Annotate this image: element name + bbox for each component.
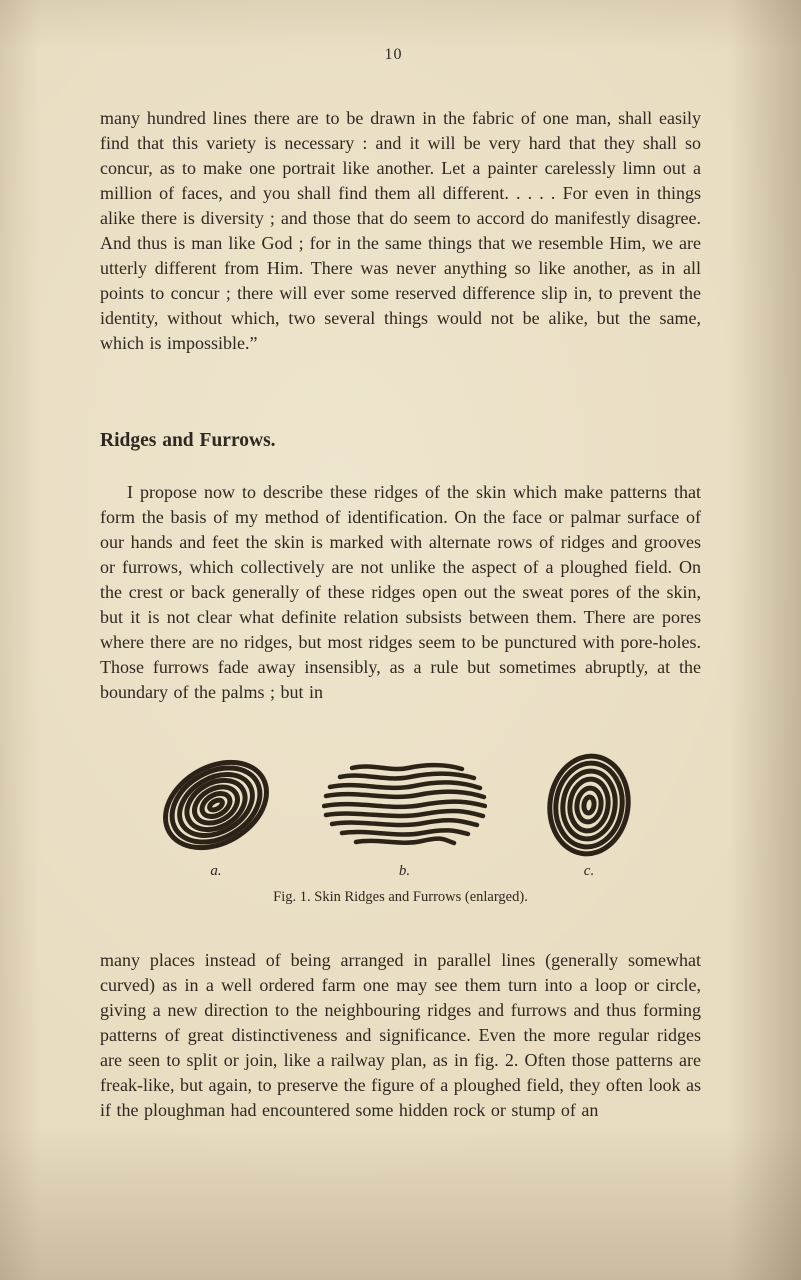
ridge-pattern-c-image bbox=[533, 751, 645, 859]
figure-image-row bbox=[100, 749, 701, 880]
figure-item-b bbox=[322, 749, 487, 880]
figure-caption: Fig. 1. Skin Ridges and Furrows (enlarged). bbox=[273, 889, 528, 905]
quote-paragraph: many hundred lines there are to be drawn in the fabric of one man, shall easily find that this variety is necessary : and it will be very hard that they shall so concur, as to make one portrait like another. Let a painter carelessly limn out a million of faces, and you shall find them all different. . . . . For even in things alike there is diversity ; and those that do seem to accord do manifestly disagree. And thus is man like God ; for in the same things that we resemble Him, we are utterly different from Him. There was never anything so like another, as in all points to concur ; there will ever some reserved difference slip in, to prevent the identity, without which, two several things would not be alike, but the same, which is impossible.” bbox=[100, 108, 701, 353]
ridge-pattern-a-image bbox=[156, 754, 276, 856]
body-paragraph-1: I propose now to describe these ridges of the skin which make patterns that form the basis of my method of identification. On the face or palmar surface of our hands and feet the skin is marked with alternate rows of ridges and grooves or furrows, which collectively are not unlike the aspect of a ploughed field. On the crest or back generally of these ridges open out the sweat pores of the skin, but it is not clear what definite relation subsists between them. There are pores where there are no ridges, but most ridges seem to be punctured with pore-holes. Those furrows fade away insensibly, as a rule but sometimes abruptly, at the boundary of the palms ; but in bbox=[100, 482, 701, 702]
figure-item-a bbox=[156, 749, 276, 880]
figure-label-a: a. bbox=[210, 863, 222, 879]
figure-label-b: b. bbox=[398, 863, 411, 879]
ridge-pattern-b-image bbox=[322, 761, 487, 849]
figure-item-c bbox=[533, 749, 645, 880]
figure-label-c: c. bbox=[583, 863, 595, 879]
section-heading: Ridges and Furrows. bbox=[100, 430, 276, 451]
body-paragraph-2: many places instead of being arranged in parallel lines (generally somewhat curved) as in a well ordered farm one may see them turn into a loop or circle, giving a new direction to the neighbouring ridges and furrows and thus forming patterns of great distinctiveness and significance. Even the more regular ridges are seen to split or join, like a railway plan, as in fig. 2. Often those patterns are freak-like, but again, to preserve the figure of a ploughed field, they often look as if the ploughman had encountered some hidden rock or stump of an bbox=[100, 950, 701, 1120]
page-content bbox=[100, 106, 701, 1123]
figure-1 bbox=[100, 749, 701, 906]
page-number: 10 bbox=[384, 46, 403, 63]
